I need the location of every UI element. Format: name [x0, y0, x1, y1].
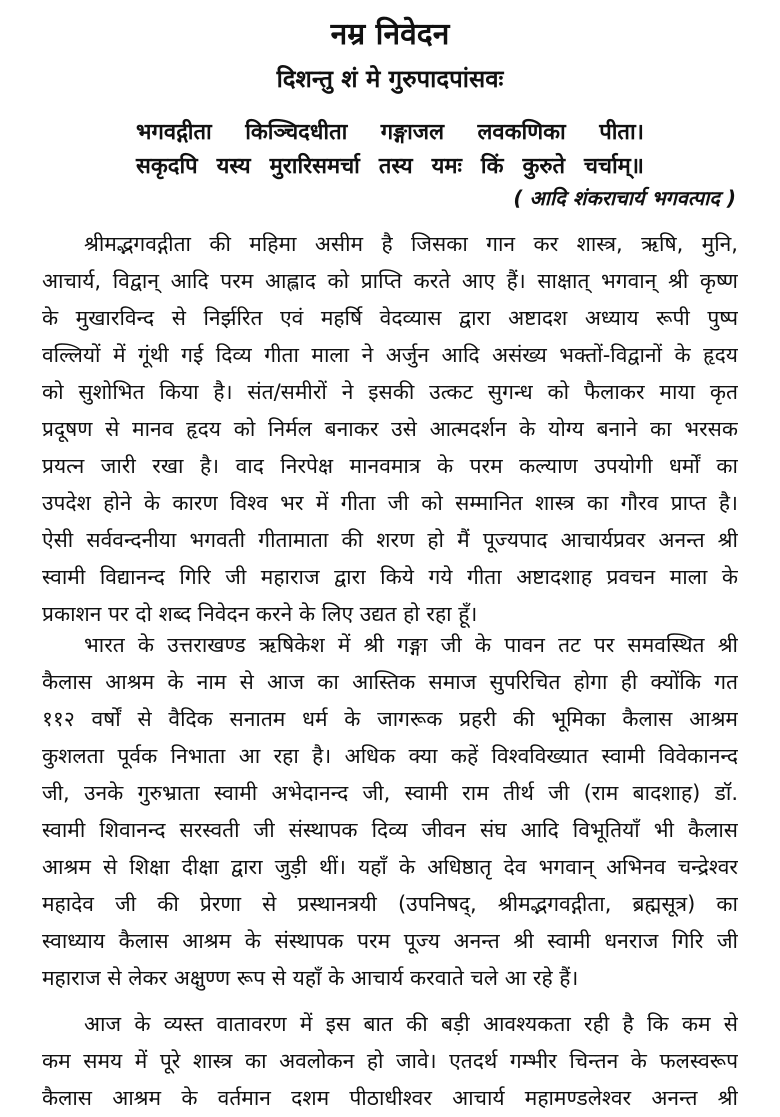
- text-line: उपदेश होने के कारण विश्व भर में गीता जी को सम्मानित शास्त्र का गौरव प्राप्त है।: [42, 491, 738, 515]
- verse-attribution: ( आदि शंकराचार्य भगवत्पाद ): [513, 186, 736, 210]
- text-line: कैलास आश्रम के वर्तमान दशम पीठाधीश्वर आचार्य महामण्डलेश्वर अनन्त श्री: [42, 1086, 738, 1110]
- verse-line-2: सकृदपि यस्य मुरारिसमर्चा तस्य यमः किं कुरुते चर्चाम्॥: [136, 154, 644, 179]
- paragraph-1: [42, 226, 738, 633]
- text-line: कुशलता पूर्वक निभाता आ रहा है। अधिक क्या कहें विश्वविख्यात स्वामी विवेकानन्द: [42, 744, 738, 768]
- text-line: के मुखारविन्द से निर्झरित एवं महर्षि वेदव्यास द्वारा अष्टादश अध्याय रूपी पुष्प: [42, 306, 738, 330]
- text-line: प्रदूषण से मानव हृदय को निर्मल बनाकर उसे आत्मदर्शन के योग्य बनाने का भरसक: [42, 417, 738, 441]
- text-line: को सुशोभित किया है। संत/समीरों ने इसकी उत्कट सुगन्ध को फैलाकर माया कृत: [42, 380, 738, 404]
- text-line: आचार्य, विद्वान् आदि परम आह्लाद को प्राप्ति करते आए हैं। साक्षात् भगवान् श्री कृष्ण: [42, 269, 738, 293]
- text-line: आश्रम से शिक्षा दीक्षा द्वारा जुड़ी थीं। यहाँ के अधिष्ठातृ देव भगवान् अभिनव चन्द्रेश्वर: [42, 855, 738, 879]
- text-line: स्वामी शिवानन्द सरस्वती जी संस्थापक दिव्य जीवन संघ आदि विभूतियाँ भी कैलास: [42, 818, 738, 842]
- text-line: प्रकाशन पर दो शब्द निवेदन करने के लिए उद्यत हो रहा हूँ।: [42, 602, 478, 626]
- text-line: भारत के उत्तराखण्ड ऋषिकेश में श्री गङ्गा जी के पावन तट पर समवस्थित श्री: [84, 633, 738, 657]
- text-line: कैलास आश्रम के नाम से आज का आस्तिक समाज सुपरिचित होगा ही क्योंकि गत: [42, 670, 738, 694]
- text-line: स्वाध्याय कैलास आश्रम के संस्थापक परम पूज्य अनन्त श्री स्वामी धनराज गिरि जी: [42, 929, 738, 953]
- text-line: ११२ वर्षों से वैदिक सनातम धर्म के जागरूक प्रहरी की भूमिका कैलास आश्रम: [42, 707, 738, 731]
- text-line: महाराज से लेकर अक्षुण्ण रूप से यहाँ के आचार्य करवाते चले आ रहे हैं।: [42, 966, 579, 990]
- page-subtitle: दिशन्तु शं मे गुरुपादपांसवः: [276, 65, 504, 93]
- text-line: महादेव जी की प्रेरणा से प्रस्थानत्रयी (उपनिषद्, श्रीमद्भगवद्गीता, ब्रह्मसूत्र) का: [42, 892, 738, 916]
- text-line: जी, उनके गुरुभ्राता स्वामी अभेदानन्द जी, स्वामी राम तीर्थ जी (राम बादशाह) डॉ.: [42, 781, 738, 805]
- text-line: श्रीमद्भगवद्गीता की महिमा असीम है जिसका गान कर शास्त्र, ऋषि, मुनि,: [84, 232, 738, 256]
- text-line: कम समय में पूरे शास्त्र का अवलोकन हो जावे। एतदर्थ गम्भीर चिन्तन के फलस्वरूप: [42, 1049, 738, 1073]
- text-line: वल्लियों में गूंथी गई दिव्य गीता माला ने अर्जुन आदि असंख्य भक्तों-विद्वानों के हृदय: [42, 343, 738, 367]
- verse-line-1: भगवद्गीता किञ्चिदधीता गङ्गाजल लवकणिका पीता।: [136, 120, 644, 145]
- text-line: स्वामी विद्यानन्द गिरि जी महाराज द्वारा किये गये गीता अष्टादशाह प्रवचन माला के: [42, 565, 738, 589]
- paragraph-3: [42, 1006, 738, 1117]
- paragraph-2: [42, 627, 738, 997]
- text-line: ऐसी सर्ववन्दनीया भगवती गीतामाता की शरण हो मैं पूज्यपाद आचार्यप्रवर अनन्त श्री: [42, 528, 738, 552]
- text-line: आज के व्यस्त वातावरण में इस बात की बड़ी आवश्यकता रही है कि कम से: [84, 1012, 738, 1036]
- text-line: प्रयत्न जारी रखा है। वाद निरपेक्ष मानवमात्र के परम कल्याण उपयोगी धर्मों का: [42, 454, 738, 478]
- page-title: नम्र निवेदन: [330, 17, 450, 52]
